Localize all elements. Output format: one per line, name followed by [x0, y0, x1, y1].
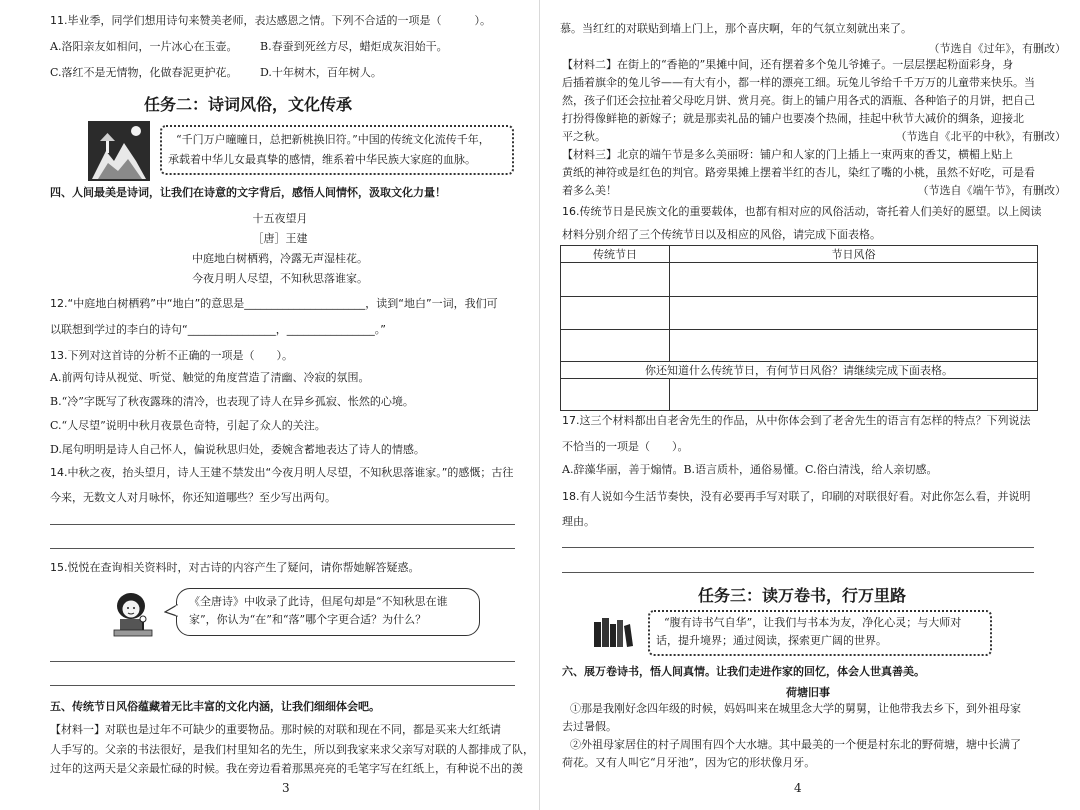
- material1-continuation: 慕。当红红的对联贴到墙上门上，那个喜庆啊，年的气氛立刻就出来了。: [560, 22, 912, 35]
- essay-p1-line2: 去过暑假。: [562, 720, 617, 733]
- material2-line5: 平之秋。: [562, 130, 606, 143]
- material1-line2: 人手写的。父亲的书法很好，是我们村里知名的先生，所以到我家来求父亲写对联的人都排成了队，: [50, 743, 534, 756]
- table-row: [561, 263, 1038, 297]
- custom-cell[interactable]: [670, 263, 1038, 297]
- q13-option-d: D.尾句明明是诗人自己怀人，偏说秋思归处，委婉含蓄地表达了诗人的情感。: [50, 443, 425, 456]
- section-5-heading: 五、传统节日风俗蕴藏着无比丰富的文化内涵，让我们细细体会吧。: [50, 700, 380, 713]
- header-festival: 传统节日: [561, 246, 670, 263]
- q14-answer-line-2[interactable]: [50, 548, 515, 549]
- poem-line-1: 中庭地白树栖鸦，冷露无声湿桂花。: [192, 252, 368, 265]
- task2-intro-line1: “千门万户曈曈日，总把新桃换旧符。”中国的传统文化流传千年，: [176, 133, 490, 146]
- poem-author: ［唐］王建: [252, 232, 308, 245]
- q11-option-c: C.落红不是无情物，化做春泥更护花。: [50, 66, 238, 79]
- q14-line2: 今来，无数文人对月咏怀，你还知道哪些？至少写出两句。: [50, 491, 336, 504]
- q13-option-b: B.“冷”字既写了秋夜露珠的清冷，也表现了诗人在异乡孤寂、怅然的心境。: [50, 395, 414, 408]
- task3-intro-box: [648, 610, 992, 656]
- festival-table: [560, 245, 1038, 411]
- header-custom: 节日风俗: [670, 246, 1038, 263]
- q16-line2: 材料分别介绍了三个传统节日以及相应的风俗，请完成下面表格。: [562, 228, 881, 241]
- essay-p2-line2: 荷花。又有人叫它“月牙池”，因为它的形状像月牙。: [562, 756, 816, 769]
- essay-p2-line1: ②外祖母家居住的村子周围有四个大水塘。其中最美的一个便是村东北的野荷塘，塘中长满了: [570, 738, 1021, 751]
- festival-cell[interactable]: [561, 330, 670, 362]
- material1-line1: 【材料一】对联也是过年不可缺少的重要物品。那时候的对联和现在不同，都是买来大红纸请: [50, 723, 501, 736]
- q11-stem: 11.毕业季，同学们想用诗句来赞美老师，表达感恩之情。下列不合适的一项是（ ）。: [50, 14, 491, 27]
- custom-cell[interactable]: [670, 297, 1038, 330]
- q15-bubble-line2: 家”，你认为“在”和“落”哪个字更合适？为什么？: [189, 613, 427, 626]
- page-3: [0, 0, 532, 810]
- material2-line4: 打扮得像鲜艳的新嫁子；就是那卖礼品的铺户也要凑个热闹，挂起中秋节大减价的绸条，迎接北: [562, 112, 1024, 125]
- section-4-heading: 四、人间最美是诗词，让我们在诗意的文字背后，感悟人间情怀，汲取文化力量！: [50, 186, 446, 199]
- source-2: （节选自《北平的中秋》，有删改）: [895, 130, 1066, 143]
- q15-speech-bubble: [176, 588, 480, 636]
- page-4: [548, 0, 1080, 810]
- source-3: （节选自《端午节》，有删改）: [917, 184, 1066, 197]
- task3-intro-line2: 话，提升境界；通过阅读，探索更广阔的世界。: [656, 634, 887, 647]
- material2-line3: 然，孩子们还会拉扯着父母吃月饼、赏月亮。街上的铺户用各式的酒瓶、各种馅子的月饼，把自己: [562, 94, 1035, 107]
- q18-answer-line-1[interactable]: [562, 547, 1034, 548]
- table-row: [561, 297, 1038, 330]
- table-row: [561, 379, 1038, 411]
- q18-line2: 理由。: [562, 515, 595, 528]
- books-icon: [592, 614, 634, 648]
- task3-intro-line1: “腹有诗书气自华”，让我们与书本为友，净化心灵；与大师对: [664, 616, 962, 629]
- task2-intro-line2: 承载着中华儿女最真挚的感情，维系着中华民族大家庭的血脉。: [168, 153, 476, 166]
- q15-stem: 15.悦悦在查询相关资料时，对古诗的内容产生了疑问，请你帮她解答疑惑。: [50, 561, 420, 574]
- festival-cell[interactable]: [561, 297, 670, 330]
- page-divider: [539, 0, 540, 810]
- q11-option-b: B.春蚕到死丝方尽，蜡炬成灰泪始干。: [260, 40, 448, 53]
- girl-reading-illustration: [104, 590, 162, 638]
- essay-p1-line1: ①那是我刚好念四年级的时候，妈妈叫来在城里念大学的舅舅，让他带我去乡下，到外祖母家: [570, 702, 1021, 715]
- festival-cell[interactable]: [561, 379, 670, 411]
- material2-line1: 【材料二】在街上的“香艳的”果摊中间，还有摆着多个兔儿爷摊子。一层层摆起粉面彩身，身: [562, 58, 1014, 71]
- q13-option-a: A.前两句诗从视觉、听觉、触觉的角度营造了清幽、冷寂的氛围。: [50, 371, 370, 384]
- custom-cell[interactable]: [670, 379, 1038, 411]
- q15-bubble-line1: 《全唐诗》中收录了此诗，但尾句却是“不知秋思在谁: [189, 595, 448, 608]
- q17-line2: 不恰当的一项是（ ）。: [562, 440, 689, 453]
- custom-cell[interactable]: [670, 330, 1038, 362]
- essay-title: 荷塘旧事: [786, 686, 830, 699]
- q12-line1: 12.“中庭地白树栖鸦”中“地白”的意思是______________________，读到“地白”一词，我们可: [50, 297, 498, 310]
- task2-title: 任务二：诗词风俗，文化传承: [144, 95, 353, 114]
- q18-line1: 18.有人说如今生活节奏快，没有必要再手写对联了，印刷的对联很好看。对此你怎么看，并说明: [562, 490, 1031, 503]
- section-6-heading: 六、展万卷诗书，悟人间真情。让我们走进作家的回忆，体会人世真善美。: [562, 665, 925, 678]
- source-1: （节选自《过年》，有删改）: [928, 42, 1066, 55]
- task2-intro-box: [160, 125, 514, 175]
- q13-stem: 13.下列对这首诗的分析不正确的一项是（ ）。: [50, 349, 293, 362]
- page-number-3: 3: [282, 781, 290, 795]
- q17-options: A.辞藻华丽，善于煽情。B.语言质朴，通俗易懂。C.俗白清浅，给人亲切感。: [562, 463, 938, 476]
- q17-line1: 17.这三个材料都出自老舍先生的作品，从中你体会到了老舍先生的语言有怎样的特点？下列说法: [562, 414, 1031, 427]
- material1-line3: 过年的这两天是父亲最忙碌的时候。我在旁边看着那黑亮亮的毛笔字写在红纸上，有种说不出的羡: [50, 762, 523, 775]
- q14-line1: 14.中秋之夜，抬头望月，诗人王建不禁发出“今夜月明人尽望，不知秋思落谁家。”的感慨；古往: [50, 466, 514, 479]
- table-extra-prompt: 你还知道什么传统节日，有何节日风俗？请继续完成下面表格。: [561, 362, 1038, 379]
- q18-answer-line-2[interactable]: [562, 572, 1034, 573]
- table-row: [561, 330, 1038, 362]
- q16-line1: 16.传统节日是民族文化的重要载体，也都有相对应的风俗活动，寄托着人们美好的愿望。以上阅读: [562, 205, 1042, 218]
- festival-cell[interactable]: [561, 263, 670, 297]
- q12-line2: 以联想到学过的李白的诗句“________________，________________。”: [50, 323, 386, 336]
- task3-title: 任务三：读万卷书，行万里路: [698, 586, 907, 605]
- poem-title: 十五夜望月: [252, 212, 308, 225]
- q13-option-c: C.“人尽望”说明中秋月夜景色奇特，引起了众人的关注。: [50, 419, 326, 432]
- poem-line-2: 今夜月明人尽望，不知秋思落谁家。: [192, 272, 368, 285]
- material3-line2: 黄纸的神符或是红色的判官。路旁果摊上摆着半红的杏儿，染红了嘴的小桃，虽然不好吃，可是看: [562, 166, 1035, 179]
- q15-answer-line-2[interactable]: [50, 685, 515, 686]
- q14-answer-line-1[interactable]: [50, 524, 515, 525]
- page-number-4: 4: [794, 781, 802, 795]
- q11-option-a: A.洛阳亲友如相问，一片冰心在玉壶。: [50, 40, 238, 53]
- festival-scene-illustration: [88, 121, 150, 181]
- q15-answer-line-1[interactable]: [50, 661, 515, 662]
- material3-line3: 着多么美！: [562, 184, 617, 197]
- bubble-pointer-icon: [164, 604, 178, 618]
- material3-line1: 【材料三】北京的端午节是多么美丽呀：铺户和人家的门上插上一束两束的香艾，横楣上贴上: [562, 148, 1013, 161]
- q11-option-d: D.十年树木，百年树人。: [260, 66, 382, 79]
- material2-line2: 后插着旗伞的兔儿爷——有大有小，都一样的漂亮工细。玩兔儿爷给千千万万的儿童带来快乐。当: [562, 76, 1035, 89]
